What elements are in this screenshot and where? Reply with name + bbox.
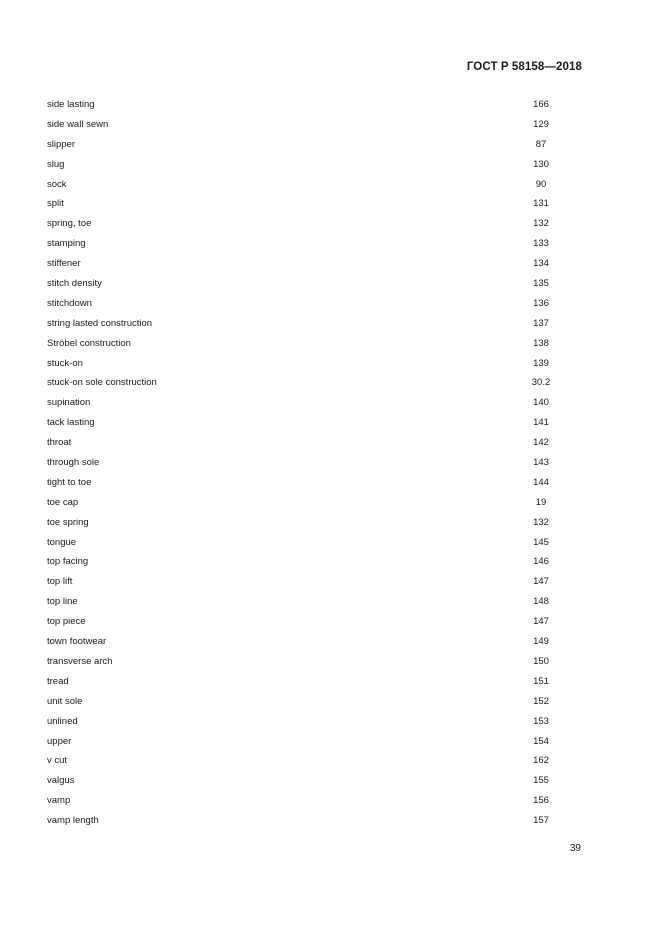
index-entry: [47, 791, 567, 811]
index-entry: [47, 354, 567, 374]
index-term-number: 139: [533, 357, 549, 369]
index-term-number: 135: [533, 278, 549, 290]
index-term-number: 140: [533, 397, 549, 409]
index-entry: [47, 592, 567, 612]
index-entry: [47, 771, 567, 791]
index-term: string lasted construction: [47, 317, 153, 329]
index-term: stitch density: [47, 278, 102, 290]
page-number: 39: [569, 843, 581, 854]
index-term-number: 149: [533, 636, 549, 648]
index-term: sock: [47, 178, 67, 190]
index-term: vamp: [47, 795, 71, 807]
index-term: v cut: [47, 755, 68, 767]
index-entry: [47, 175, 567, 195]
index-entry: [47, 572, 567, 592]
index-entry: [47, 214, 567, 234]
index-entry: [47, 712, 567, 732]
index-term-number: 90: [535, 178, 547, 190]
index-entry: [47, 652, 567, 672]
index-entry: [47, 115, 567, 135]
index-entry: [47, 135, 567, 155]
index-term: top line: [47, 596, 78, 608]
index-term: toe spring: [47, 516, 89, 528]
index-term: tread: [47, 675, 69, 687]
index-term: side wall sewn: [47, 118, 109, 130]
index-term: tongue: [47, 536, 77, 548]
index-term-number: 131: [533, 198, 549, 210]
index-term-number: 137: [533, 317, 549, 329]
index-term: stuck-on sole construction: [47, 377, 157, 389]
index-entry: [47, 413, 567, 433]
index-term-number: 157: [533, 815, 549, 827]
index-entry: [47, 155, 567, 175]
index-term-number: 154: [533, 735, 549, 747]
index-entry: [47, 732, 567, 752]
index-entry: [47, 373, 567, 393]
index-entry: [47, 95, 567, 115]
index-entry: [47, 194, 567, 214]
index-entry: [47, 513, 567, 533]
index-entry: [47, 254, 567, 274]
index-term-number: 141: [533, 417, 549, 429]
index-term: stuck-on: [47, 357, 83, 369]
index-term: tight to toe: [47, 476, 92, 488]
index-term: slipper: [47, 138, 75, 150]
index-term-number: 147: [533, 576, 549, 588]
index-term-number: 87: [535, 138, 547, 150]
index-term: split: [47, 198, 64, 210]
index-term-number: 19: [535, 496, 547, 508]
index-term-number: 145: [533, 536, 549, 548]
index-entry: [47, 294, 567, 314]
index-entry: [47, 811, 567, 831]
index-entry: [47, 234, 567, 254]
index-term-number: 143: [533, 457, 549, 469]
index-term: toe cap: [47, 496, 79, 508]
index-term-number: 147: [533, 616, 549, 628]
index-term-number: 155: [533, 775, 549, 787]
index-term-number: 146: [533, 556, 549, 568]
index-term-number: 150: [533, 655, 549, 667]
index-term-number: 142: [533, 437, 549, 449]
index-term: tack lasting: [47, 417, 95, 429]
term-index-list: [47, 95, 567, 831]
index-term-number: 132: [533, 516, 549, 528]
index-term: stamping: [47, 238, 86, 250]
index-entry: [47, 672, 567, 692]
index-entry: [47, 314, 567, 334]
index-term-number: 132: [533, 218, 549, 230]
index-term-number: 138: [533, 337, 549, 349]
document-code-header: ГОСТ Р 58158—2018: [466, 61, 582, 73]
index-term: top piece: [47, 616, 86, 628]
index-entry: [47, 453, 567, 473]
index-term-number: 162: [533, 755, 549, 767]
index-term: spring, toe: [47, 218, 92, 230]
index-term-number: 166: [533, 99, 549, 110]
index-term-number: 134: [533, 258, 549, 270]
index-term: supination: [47, 397, 91, 409]
index-term: unlined: [47, 715, 78, 727]
index-entry: [47, 274, 567, 294]
index-term-number: 152: [533, 695, 549, 707]
index-entry: [47, 552, 567, 572]
index-entry: [47, 493, 567, 513]
index-term: transverse arch: [47, 655, 113, 667]
index-entry: [47, 473, 567, 493]
index-term-number: 148: [533, 596, 549, 608]
index-term: stiffener: [47, 258, 81, 270]
index-entry: [47, 632, 567, 652]
index-term-number: 144: [533, 476, 549, 488]
index-term: top lift: [47, 576, 73, 588]
index-term-number: 151: [533, 675, 549, 687]
index-entry: [47, 393, 567, 413]
index-term: valgus: [47, 775, 75, 787]
index-term: stitchdown: [47, 297, 92, 309]
index-term-number: 153: [533, 715, 549, 727]
index-term: upper: [47, 735, 72, 747]
index-entry: [47, 751, 567, 771]
index-term: unit sole: [47, 695, 83, 707]
index-term-number: 156: [533, 795, 549, 807]
index-entry: [47, 533, 567, 553]
index-entry: [47, 433, 567, 453]
index-term-number: 130: [533, 158, 549, 170]
index-entry: [47, 692, 567, 712]
index-entry: [47, 334, 567, 354]
index-term: side lasting: [47, 99, 95, 110]
index-term: top facing: [47, 556, 89, 568]
index-term: vamp length: [47, 815, 99, 827]
index-term: through sole: [47, 457, 100, 469]
index-term-number: 30.2: [531, 377, 551, 389]
index-term: slug: [47, 158, 65, 170]
index-term: Ströbel construction: [47, 337, 131, 349]
index-term: throat: [47, 437, 72, 449]
index-term-number: 129: [533, 118, 549, 130]
index-entry: [47, 612, 567, 632]
index-term: town footwear: [47, 636, 107, 648]
index-term-number: 133: [533, 238, 549, 250]
index-term-number: 136: [533, 297, 549, 309]
